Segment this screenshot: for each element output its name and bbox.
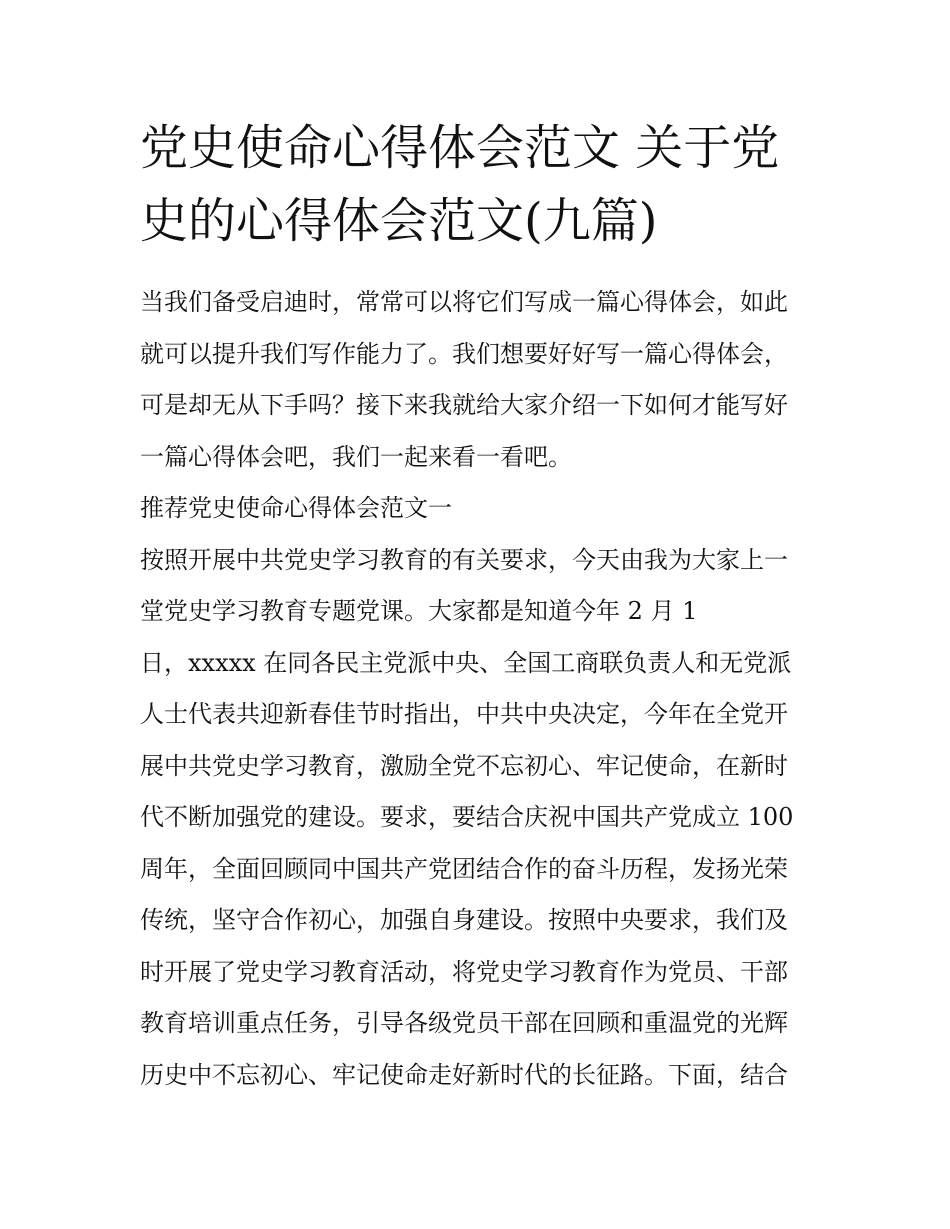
paragraph-line: 人士代表共迎新春佳节时指出，中共中央决定，今年在全党开: [140, 700, 788, 728]
paragraph-line: 按照开展中共党史学习教育的有关要求，今天由我为大家上一: [140, 545, 788, 574]
document-body: [140, 277, 820, 1101]
paragraph-line: 时开展了党史学习教育活动，将党史学习教育作为党员、干部: [140, 957, 788, 986]
paragraph-line: 传统，坚守合作初心，加强自身建设。按照中央要求，我们及: [140, 906, 788, 934]
paragraph-line: 展中共党史学习教育，激励全党不忘初心、牢记使命，在新时: [140, 751, 788, 780]
paragraph-line: 堂党史学习教育专题党课。大家都是知道今年 2 月 1: [140, 597, 698, 625]
document-title: [140, 112, 820, 258]
paragraph-line: 可是却无从下手吗？接下来我就给大家介绍一下如何才能写好: [140, 391, 788, 419]
title-line: 党史使命心得体会范文 关于党: [140, 120, 780, 176]
title-line: 史的心得体会范文(九篇): [140, 193, 658, 249]
paragraph-line: 当我们备受启迪时，常常可以将它们写成一篇心得体会，如此: [140, 288, 788, 316]
paragraph-line: 一篇心得体会吧，我们一起来看一看吧。: [140, 442, 572, 471]
paragraph-line: 周年，全面回顾同中国共产党团结合作的奋斗历程，发扬光荣: [140, 854, 788, 883]
paragraph-line: 历史中不忘初心、牢记使命走好新时代的长征路。下面，结合: [140, 1060, 788, 1089]
paragraph-line: 代不断加强党的建设。要求，要结合庆祝中国共产党成立 100: [140, 803, 794, 831]
section-heading: 推荐党史使命心得体会范文一: [140, 494, 452, 522]
paragraph-line: 就可以提升我们写作能力了。我们想要好好写一篇心得体会，: [140, 339, 788, 368]
paragraph-line: 日，xxxxx 在同各民主党派中央、全国工商联负责人和无党派: [140, 648, 792, 677]
paragraph-line: 教育培训重点任务，引导各级党员干部在回顾和重温党的光辉: [140, 1009, 788, 1037]
